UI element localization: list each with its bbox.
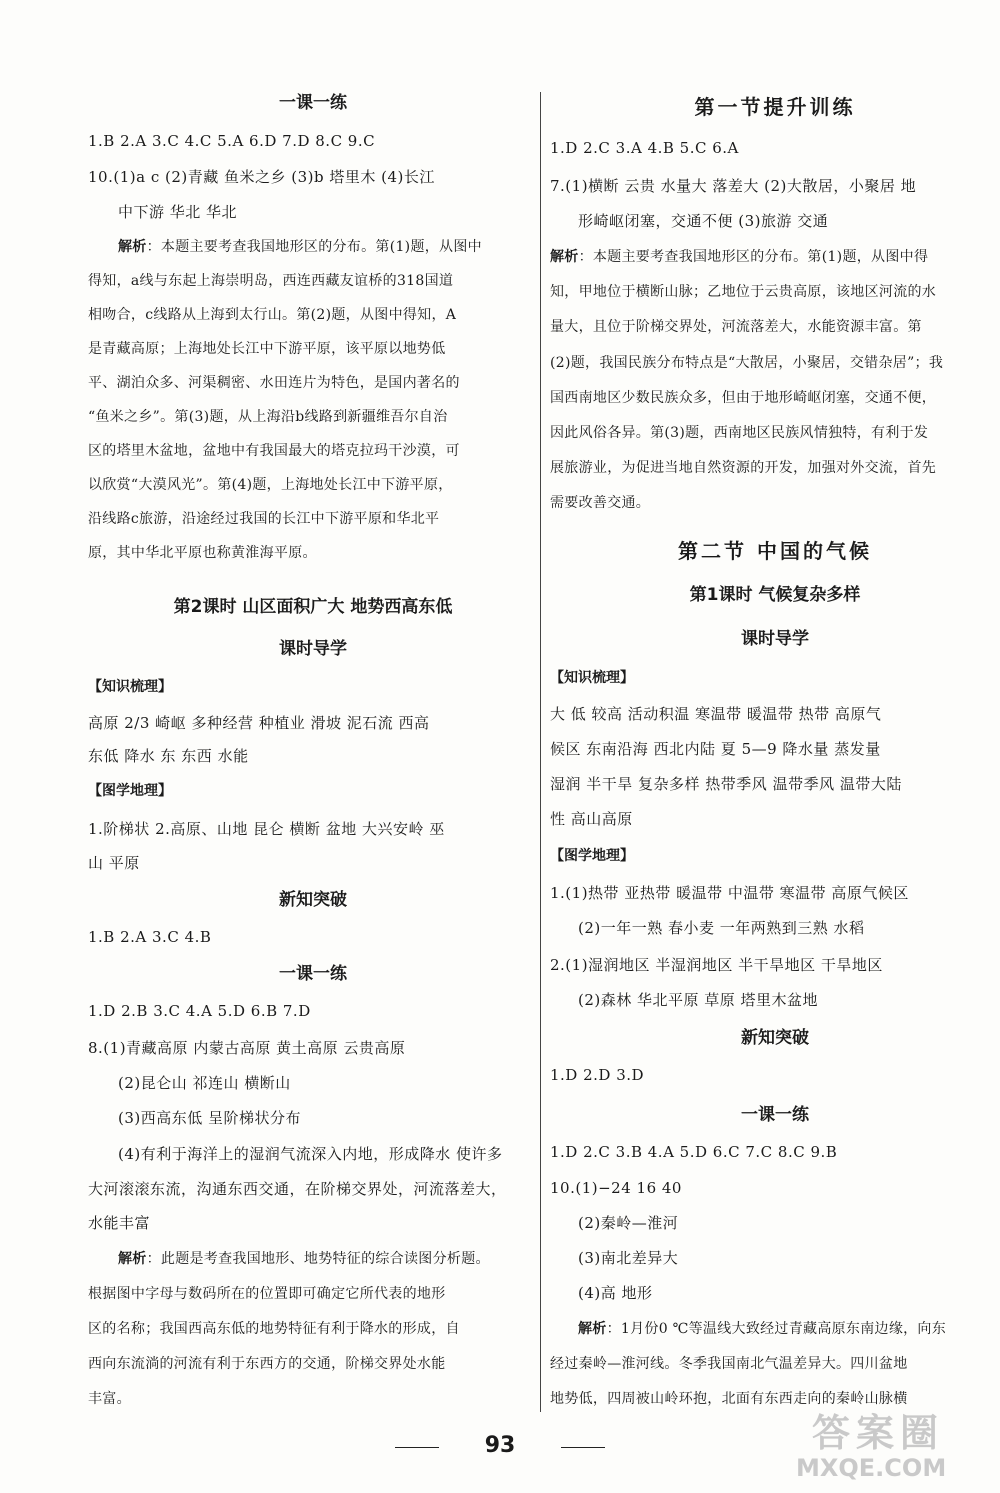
answer-line: 1.D 2.C 3.B 4.A 5.D 6.C 7.C 8.C 9.B <box>550 1143 838 1161</box>
page-number-rule-left <box>395 1447 439 1448</box>
answer-line: 1.(1)热带 亚热带 暖温带 中温带 寒温带 高原气候区 <box>550 884 909 902</box>
answer-line: 1.阶梯状 2.高原、山地 昆仑 横断 盆地 大兴安岭 巫 <box>88 820 445 838</box>
answer-line: (2)一年一熟 春小麦 一年两熟到三熟 水稻 <box>578 919 865 937</box>
answer-line: 1.D 2.D 3.D <box>550 1066 645 1084</box>
section-title: 一课一练 <box>741 1105 809 1125</box>
knowledge-line: 东低 降水 东 东西 水能 <box>88 747 249 765</box>
explanation-label: 解析 <box>550 249 579 265</box>
watermark-url: MXQE.COM <box>796 1454 947 1482</box>
explanation-line: 展旅游业，为促进当地自然资源的开发，加强对外交流，首先 <box>550 460 937 476</box>
section-title: 第二节 中国的气候 <box>678 539 872 563</box>
answer-line: 水能丰富 <box>88 1214 151 1232</box>
explanation-line: 原，其中华北平原也称黄淮海平原。 <box>88 545 317 561</box>
answer-line: (2)秦岭—淮河 <box>578 1214 679 1232</box>
explanation-line: 解析：本题主要考查我国地形区的分布。第(1)题，从图中得 <box>550 249 929 265</box>
section-title: 新知突破 <box>279 890 347 910</box>
explanation-line: 根据图中字母与数码所在的位置即可确定它所代表的地形 <box>88 1286 446 1302</box>
section-title: 一课一练 <box>279 964 347 984</box>
answer-line: (2)昆仑山 祁连山 横断山 <box>118 1074 291 1092</box>
section-title: 一课一练 <box>279 93 347 113</box>
answer-line: 中下游 华北 华北 <box>118 203 238 221</box>
knowledge-line: 候区 东南沿海 西北内陆 夏 5—9 降水量 蒸发量 <box>550 740 881 758</box>
explanation-line: 得知，a线与东起上海崇明岛，西连西藏友谊桥的318国道 <box>88 273 454 289</box>
explanation-line: 经过秦岭—淮河线。冬季我国南北气温差异大。四川盆地 <box>550 1356 908 1372</box>
explanation-line: 解析：此题是考查我国地形、地势特征的综合读图分析题。 <box>118 1251 490 1267</box>
answer-line: 8.(1)青藏高原 内蒙古高原 黄土高原 云贵高原 <box>88 1039 406 1057</box>
explanation-line: 沿线路c旅游，沿途经过我国的长江中下游平原和华北平 <box>88 511 440 527</box>
knowledge-tag: 【 知识梳理 】 <box>88 676 172 698</box>
answer-line: (4)高 地形 <box>578 1284 653 1302</box>
answer-line: 1.B 2.A 3.C 4.C 5.A 6.D 7.D 8.C 9.C <box>88 132 376 150</box>
answer-line: 2.(1)湿润地区 半湿润地区 半干旱地区 干旱地区 <box>550 956 883 974</box>
answer-line: 山 平原 <box>88 854 140 872</box>
explanation-line: 因此风俗各异。第(3)题，西南地区民族风情独特，有利于发 <box>550 425 929 441</box>
explanation-line: 相吻合，c线路从上海到太行山。第(2)题，从图中得知，A <box>88 307 457 323</box>
explanation-label: 解析 <box>118 239 147 255</box>
explanation-line: 量大，且位于阶梯交界处，河流落差大，水能资源丰富。第 <box>550 319 922 335</box>
answer-line: (3)西高东低 呈阶梯状分布 <box>118 1109 302 1127</box>
explanation-line: 国西南地区少数民族众多，但由于地形崎岖闭塞，交通不便， <box>550 390 937 406</box>
answer-line: 7.(1)横断 云贵 水量大 落差大 (2)大散居，小聚居 地 <box>550 177 917 195</box>
explanation-label: 解析 <box>578 1321 607 1337</box>
watermark-logo-text: 答案圈 <box>812 1411 945 1455</box>
lesson-title: 第2课时 山区面积广大 地势西高东低 <box>173 597 453 617</box>
knowledge-line: 湿润 半干旱 复杂多样 热带季风 温带季风 温带大陆 <box>550 775 902 793</box>
section-title: 第一节提升训练 <box>694 95 856 119</box>
column-divider <box>540 92 541 1412</box>
explanation-label: 解析 <box>118 1251 147 1267</box>
explanation-line: 需要改善交通。 <box>550 495 651 511</box>
knowledge-line: 性 高山高原 <box>550 810 633 828</box>
explanation-line: 区的塔里木盆地，盆地中有我国最大的塔克拉玛干沙漠，可 <box>88 443 460 459</box>
answer-line: 10.(1)−24 16 40 <box>550 1179 682 1197</box>
section-title: 课时导学 <box>279 639 347 659</box>
knowledge-line: 高原 2/3 崎岖 多种经营 种植业 滑坡 泥石流 西高 <box>88 714 430 732</box>
answer-line: (3)南北差异大 <box>578 1249 679 1267</box>
answer-line: (4)有利于海洋上的湿润气流深入内地，形成降水 使许多 <box>118 1145 503 1163</box>
explanation-line: 丰富。 <box>88 1391 131 1407</box>
explanation-line: “鱼米之乡”。第(3)题，从上海沿b线路到新疆维吾尔自治 <box>88 409 448 425</box>
explanation-line: 区的名称；我国西高东低的地势特征有利于降水的形成，自 <box>88 1321 460 1337</box>
page-number-rule-right <box>561 1447 605 1448</box>
explanation-line: 以欣赏“大漠风光”。第(4)题，上海地处长江中下游平原， <box>88 477 453 493</box>
explanation-line: 是青藏高原；上海地处长江中下游平原，该平原以地势低 <box>88 341 446 357</box>
page-number: 93 <box>484 1433 516 1458</box>
lesson-title: 第1课时 气候复杂多样 <box>689 585 861 605</box>
explanation-line: 地势低，四周被山岭环抱，北面有东西走向的秦岭山脉横 <box>550 1391 908 1407</box>
answer-line: 大河滚滚东流，沟通东西交通，在阶梯交界处，河流落差大， <box>88 1180 507 1198</box>
answer-line: 1.B 2.A 3.C 4.B <box>88 928 212 946</box>
knowledge-line: 大 低 较高 活动积温 寒温带 暖温带 热带 高原气 <box>550 705 882 723</box>
map-tag: 【 图学地理 】 <box>88 780 172 802</box>
watermark <box>792 1400 992 1486</box>
section-title: 课时导学 <box>741 629 809 649</box>
answer-line: 形崎岖闭塞，交通不便 (3)旅游 交通 <box>578 212 829 230</box>
section-title: 新知突破 <box>741 1028 809 1048</box>
answer-line: 1.D 2.B 3.C 4.A 5.D 6.B 7.D <box>88 1002 311 1020</box>
map-tag: 【 图学地理 】 <box>550 845 634 867</box>
knowledge-tag: 【 知识梳理 】 <box>550 667 634 689</box>
explanation-line: 解析：1月份0 ℃等温线大致经过青藏高原东南边缘，向东 <box>578 1321 947 1337</box>
answer-line: (2)森林 华北平原 草原 塔里木盆地 <box>578 991 819 1009</box>
explanation-line: 知，甲地位于横断山脉；乙地位于云贵高原，该地区河流的水 <box>550 284 937 300</box>
answer-line: 1.D 2.C 3.A 4.B 5.C 6.A <box>550 139 739 157</box>
explanation-line: (2)题，我国民族分布特点是“大散居，小聚居，交错杂居”；我 <box>550 355 944 371</box>
explanation-line: 解析：本题主要考查我国地形区的分布。第(1)题，从图中 <box>118 239 482 255</box>
explanation-line: 平、湖泊众多、河渠稠密、水田连片为特色，是国内著名的 <box>88 375 460 391</box>
explanation-line: 西向东流淌的河流有利于东西方的交通，阶梯交界处水能 <box>88 1356 446 1372</box>
answer-line: 10.(1)a c (2)青藏 鱼米之乡 (3)b 塔里木 (4)长江 <box>88 168 435 186</box>
